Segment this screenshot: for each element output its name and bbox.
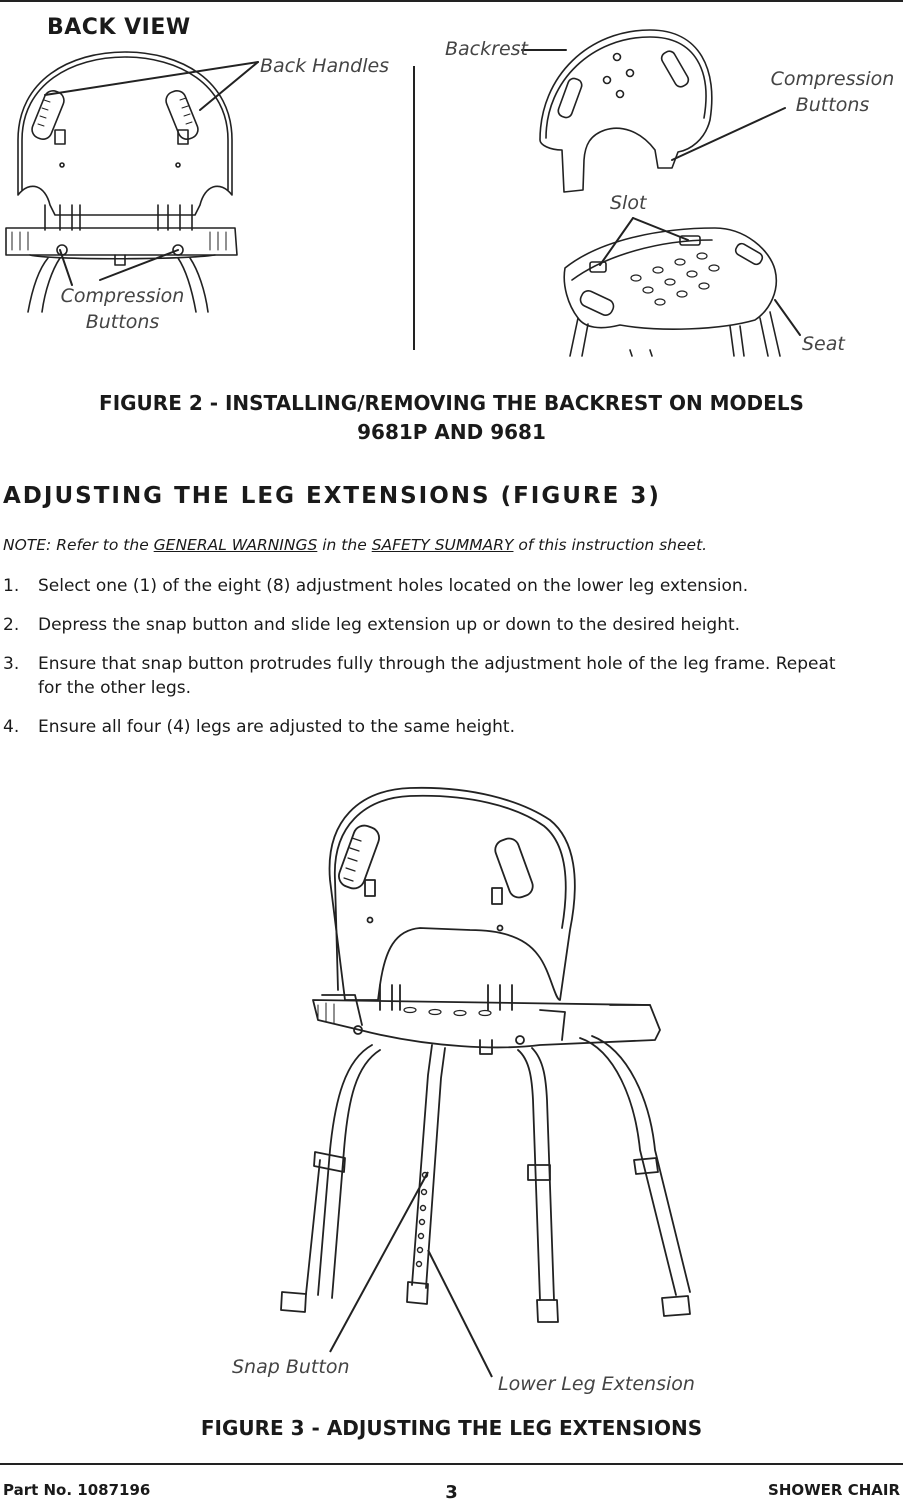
note-prefix: NOTE: Refer to the: [3, 536, 154, 554]
safety-summary-reference: SAFETY SUMMARY: [371, 536, 514, 554]
label-line: Compression: [60, 285, 185, 307]
step-text: Ensure that snap button protrudes fully through the adjustment hole of the leg frame. Repeat for the other legs.: [38, 654, 836, 698]
step-text: Select one (1) of the eight (8) adjustment holes located on the lower leg extension.: [38, 576, 749, 596]
figure3-caption: FIGURE 3 - ADJUSTING THE LEG EXTENSIONS: [200, 1416, 703, 1440]
back-view-title: BACK VIEW: [47, 15, 191, 40]
seat-drawing: [564, 228, 780, 356]
step-number: 3.: [3, 654, 20, 674]
step-item: [3, 574, 883, 598]
step-item: [3, 652, 858, 700]
figure2-caption-line1: FIGURE 2 - INSTALLING/REMOVING THE BACKREST ON MODELS: [99, 391, 804, 415]
label-back-handles: Back Handles: [260, 55, 390, 77]
back-view-chair: [6, 52, 237, 312]
safety-note: [3, 536, 707, 554]
note-middle: in the: [317, 536, 372, 554]
label-seat: Seat: [802, 333, 845, 355]
step-text: Depress the snap button and slide leg extension up or down to the desired height.: [38, 615, 741, 635]
figure-divider: [413, 66, 415, 350]
step-number: 4.: [3, 717, 20, 737]
label-backrest: Backrest: [445, 38, 528, 60]
label-line: Buttons: [85, 311, 160, 333]
step-item: [3, 715, 883, 739]
back-handle-right: [163, 88, 200, 142]
label-compression-buttons-right: [770, 68, 895, 116]
label-compression-buttons-left: [40, 285, 205, 333]
footer-page-number: 3: [445, 1482, 458, 1503]
step-number: 1.: [3, 576, 20, 596]
figure3-chair: [281, 788, 690, 1322]
label-line: Compression: [770, 68, 895, 90]
label-line: Buttons: [795, 94, 870, 116]
general-warnings-reference: GENERAL WARNINGS: [153, 536, 318, 554]
figure2-caption: [0, 389, 903, 447]
label-snap-button: Snap Button: [232, 1356, 350, 1378]
step-number: 2.: [3, 615, 20, 635]
instruction-steps: [3, 574, 883, 754]
backrest-drawing: [540, 30, 712, 192]
step-text: Ensure all four (4) legs are adjusted to the same height.: [38, 717, 516, 737]
label-slot: Slot: [610, 192, 647, 214]
footer-rule: [0, 1463, 903, 1465]
section-title: ADJUSTING THE LEG EXTENSIONS (FIGURE 3): [3, 483, 661, 509]
figure3-leader-lines: [330, 1172, 492, 1377]
step-item: [3, 613, 883, 637]
figure2-caption-line2: 9681P AND 9681: [357, 420, 546, 444]
note-suffix: of this instruction sheet.: [513, 536, 708, 554]
label-lower-leg-extension: Lower Leg Extension: [498, 1373, 695, 1395]
fig3-handle-right: [492, 836, 535, 901]
footer-product-name: SHOWER CHAIR: [768, 1481, 900, 1499]
footer-part-number: Part No. 1087196: [3, 1481, 151, 1499]
